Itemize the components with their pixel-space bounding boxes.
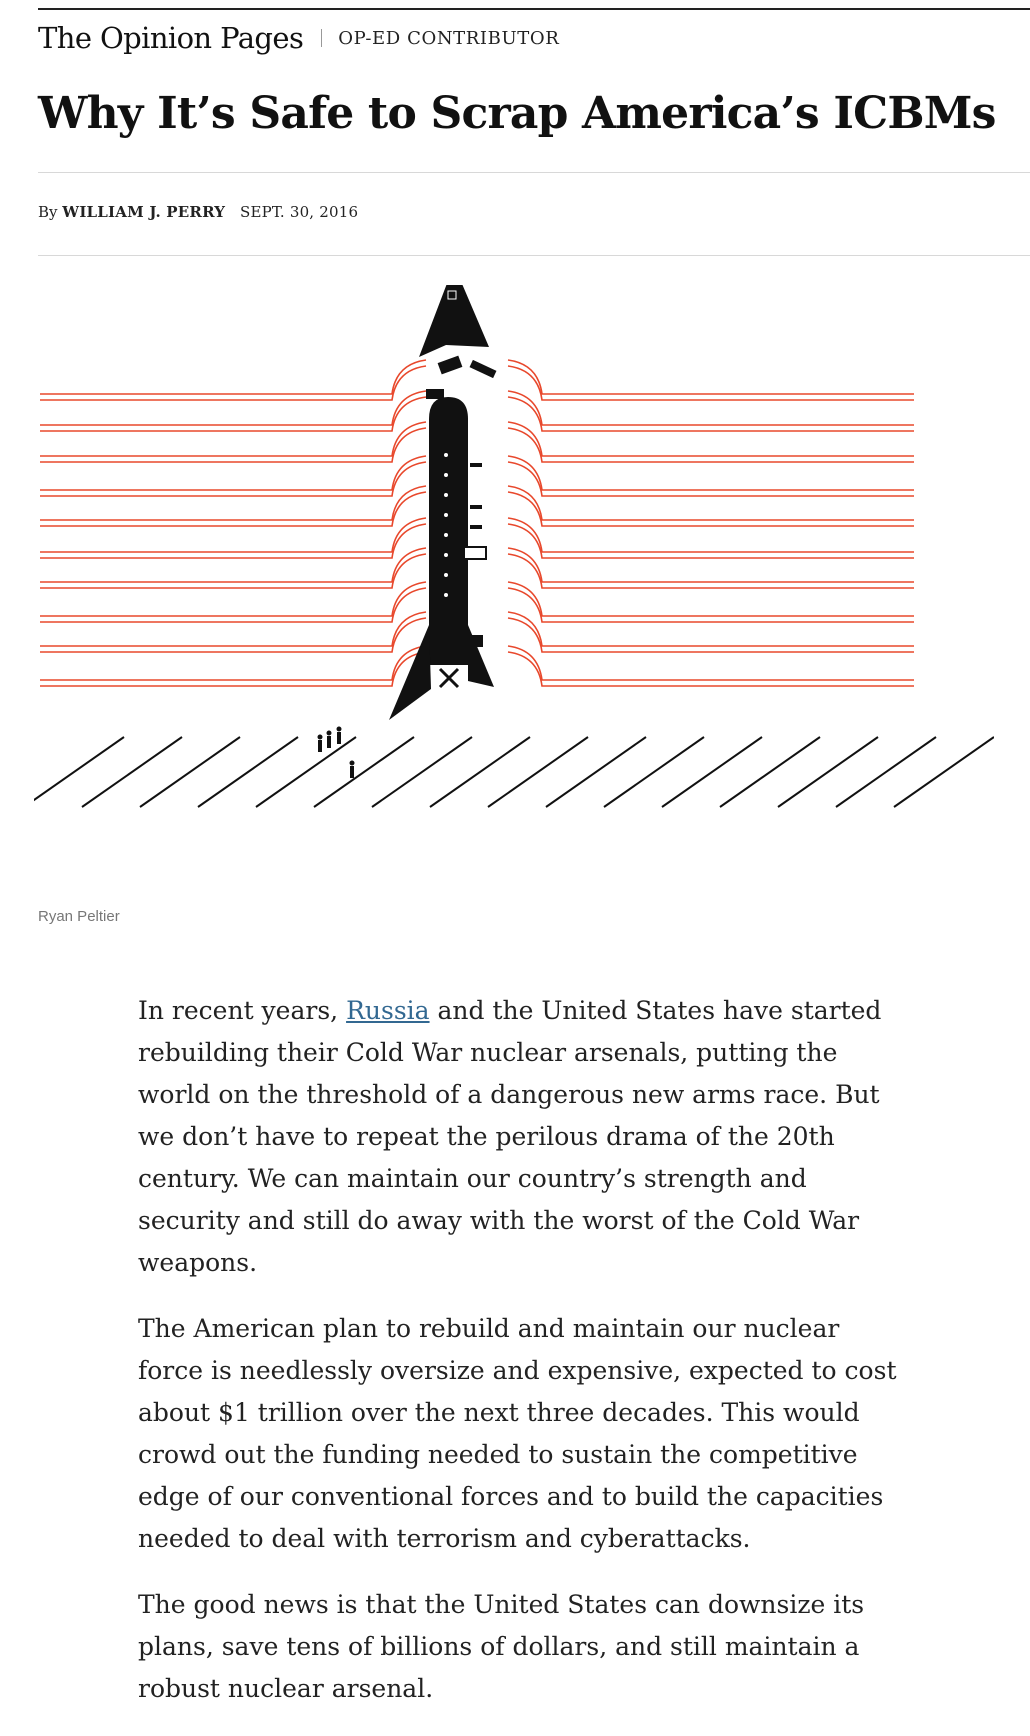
rocket-section [470, 360, 497, 378]
ground-hatch-line [256, 737, 356, 807]
author-link[interactable]: WILLIAM J. PERRY [62, 203, 226, 221]
rocket-fragment [470, 463, 482, 467]
ground-hatch-line [198, 737, 298, 807]
ground-hatch-line [836, 737, 936, 807]
red-stripe-line [40, 397, 914, 431]
ground-hatch-line [488, 737, 588, 807]
ground-hatch-line [372, 737, 472, 807]
ground-hatch-line [720, 737, 820, 807]
red-stripe-line [40, 486, 914, 520]
rocket-rivet [444, 473, 448, 477]
rocket-fragment [459, 635, 483, 647]
red-stripe-line [40, 391, 914, 425]
section-name-link[interactable]: The Opinion Pages [38, 21, 304, 55]
person-figure-head [350, 761, 355, 766]
rocket-rivet [444, 593, 448, 597]
ground-hatch-line [82, 737, 182, 807]
rocket-section [438, 356, 463, 375]
rocket-illustration [34, 285, 994, 865]
person-figure-body [327, 736, 331, 748]
rocket-fragment [464, 547, 486, 559]
byline [38, 203, 358, 221]
red-stripe-line [40, 366, 914, 400]
rocket-section [426, 389, 444, 399]
publication-date: SEPT. 30, 2016 [239, 203, 359, 221]
masthead-separator [321, 29, 322, 47]
top-rule [38, 8, 1030, 10]
rocket-fin [468, 625, 494, 687]
person-figure-body [350, 766, 354, 778]
paragraph: The American plan to rebuild and maintain our nuclear force is needlessly oversize and expensive, expected to cost about $1 trillion over the next three decades. This would crowd out the funding needed to sustain the competitive edge of our conventional forces and to build the capacities needed to deal with terrorism and cyberattacks. [138, 1314, 897, 1553]
rocket-rivet [444, 493, 448, 497]
person-figure-head [327, 731, 332, 736]
ground-hatch-line [662, 737, 762, 807]
red-stripe-line [40, 428, 914, 462]
paragraph-text: and the United States have started rebuilding their Cold War nuclear arsenals, putting the world on the threshold of a dangerous new arms race. But we don’t have to repeat the perilous drama of the 20th century. We can maintain our country’s strength and security and still do away with the worst of the Cold War weapons. [138, 996, 882, 1277]
rocket-rivet [444, 573, 448, 577]
article-body [138, 990, 898, 1734]
ground-hatch-line [778, 737, 878, 807]
person-figure-body [337, 732, 341, 744]
red-stripe-line [40, 462, 914, 496]
masthead [38, 18, 559, 58]
rocket-rivet [444, 533, 448, 537]
byline-divider [38, 255, 1030, 256]
russia-link[interactable]: Russia [346, 996, 430, 1025]
person-figure-head [337, 727, 342, 732]
ground-hatch-line [140, 737, 240, 807]
paragraph: The good news is that the United States can downsize its plans, save tens of billions of dollars, and still maintain a robust nuclear arsenal. [138, 1590, 865, 1703]
headline-divider [38, 172, 1030, 173]
ground-hatch-line [430, 737, 530, 807]
ground-hatch-line [894, 737, 994, 807]
rocket-fragment [470, 525, 482, 529]
red-stripe-line [40, 588, 914, 622]
lead-illustration [34, 285, 994, 865]
ground-hatch-line [604, 737, 704, 807]
ground-hatch-line [34, 737, 124, 807]
rocket-fragment [440, 669, 458, 687]
rocket-rivet [444, 553, 448, 557]
ground-hatch-line [546, 737, 646, 807]
paragraph-text: In recent years, [138, 996, 347, 1025]
rocket-fragment [470, 505, 482, 509]
rocket-rivet [444, 513, 448, 517]
headline: Why It’s Safe to Scrap America’s ICBMs [38, 88, 996, 139]
paragraph [138, 990, 898, 1284]
rocket-nose [419, 285, 489, 357]
image-credit: Ryan Peltier [38, 908, 120, 925]
person-figure-head [318, 735, 323, 740]
rocket-rivet [444, 453, 448, 457]
byline-prefix: By [38, 203, 58, 221]
red-stripe-line [40, 456, 914, 490]
person-figure-body [318, 740, 322, 752]
red-stripe-line [40, 582, 914, 616]
rocket-body [429, 397, 468, 665]
article-kicker: OP-ED CONTRIBUTOR [338, 27, 560, 49]
red-stripe-line [40, 422, 914, 456]
